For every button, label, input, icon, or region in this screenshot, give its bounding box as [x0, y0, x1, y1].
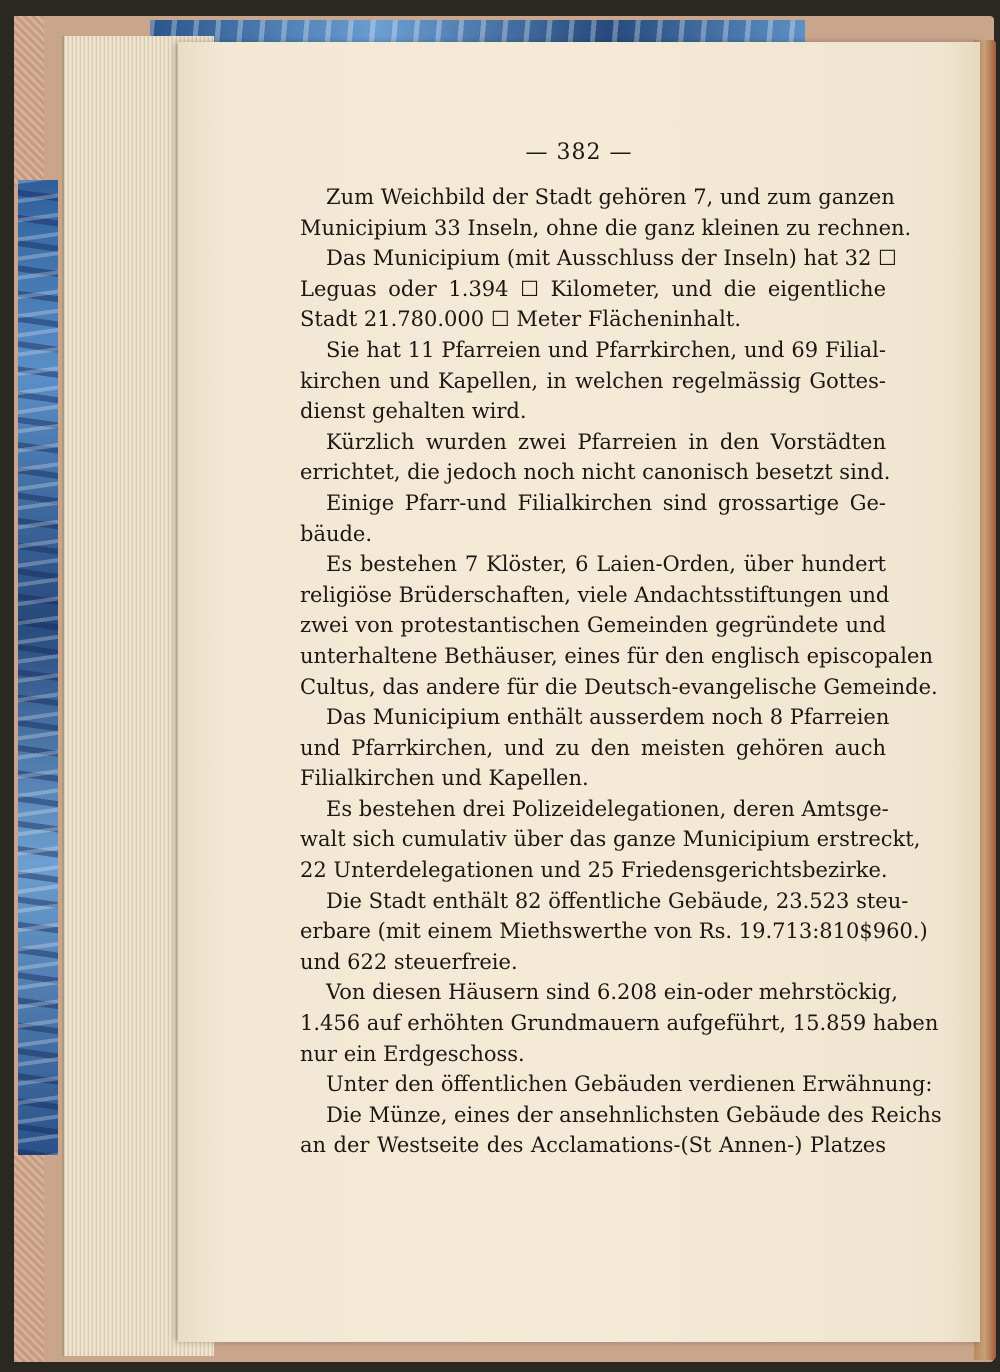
text-line: Cultus, das andere für die Deutsch-evangelische Gemeinde. — [300, 674, 938, 699]
text-line: Die Stadt enthält 82 öffentliche Gebäude, 23.523 steu- — [326, 888, 909, 913]
text-line: Leguas oder 1.394 ☐ Kilometer, und die eigentliche — [300, 276, 886, 301]
text-line: erbare (mit einem Miethswerthe von Rs. 19.713:810$960.) — [300, 919, 928, 944]
text-line: walt sich cumulativ über das ganze Municipium erstreckt, — [300, 827, 921, 852]
text-line: und Pfarrkirchen, und zu den meisten gehören auch — [300, 735, 886, 760]
text-line: zwei von protestantischen Gemeinden gegründete und — [300, 613, 886, 638]
text-line: kirchen und Kapellen, in welchen regelmässig Gottes- — [300, 368, 886, 393]
text-line: 1.456 auf erhöhten Grundmauern aufgeführt, 15.859 haben — [300, 1011, 939, 1036]
text-line: errichtet, die jedoch noch nicht canonisch besetzt sind. — [300, 460, 891, 485]
body-text — [300, 182, 942, 1161]
text-line: Unter den öffentlichen Gebäuden verdienen Erwähnung: — [326, 1072, 933, 1097]
text-line: Es bestehen drei Polizeidelegationen, deren Amtsge- — [326, 796, 889, 821]
cover-corner-bottom — [14, 1150, 44, 1362]
text-line: und 622 steuerfreie. — [300, 949, 518, 974]
text-line: Zum Weichbild der Stadt gehören 7, und zum ganzen — [326, 185, 895, 209]
text-line: 22 Unterdelegationen und 25 Friedensgerichtsbezirke. — [300, 858, 888, 883]
text-line: Von diesen Häusern sind 6.208 ein-oder mehrstöckig, — [326, 980, 898, 1005]
text-line: unterhaltene Bethäuser, eines für den englisch episcopalen — [300, 643, 933, 668]
text-line: Municipium 33 Inseln, ohne die ganz kleinen zu rechnen. — [300, 215, 912, 240]
text-line: dienst gehalten wird. — [300, 399, 527, 424]
text-line: Sie hat 11 Pfarreien und Pfarrkirchen, und 69 Filial- — [326, 337, 886, 362]
text-line: Das Municipium (mit Ausschluss der Inseln) hat 32 ☐ — [326, 246, 897, 271]
text-line: religiöse Brüderschaften, viele Andachtsstiftungen und — [300, 582, 890, 607]
text-line: Stadt 21.780.000 ☐ Meter Flächeninhalt. — [300, 307, 741, 332]
text-line: an der Westseite des Acclamations-(St Annen-) Platzes — [300, 1133, 886, 1158]
text-line: Die Münze, eines der ansehnlichsten Gebäude des Reichs — [326, 1102, 942, 1127]
page-number: — 382 — — [525, 140, 633, 165]
book-page — [178, 42, 980, 1342]
text-line: Es bestehen 7 Klöster, 6 Laien-Orden, über hundert — [326, 552, 886, 577]
text-line: Einige Pfarr-und Filialkirchen sind grossartige Ge- — [326, 490, 886, 515]
cover-corner-top — [14, 16, 44, 186]
text-line: Das Municipium enthält ausserdem noch 8 Pfarreien — [326, 705, 890, 730]
text-line: bäude. — [300, 521, 373, 546]
marbled-edge-left — [18, 180, 58, 1155]
text-line: nur ein Erdgeschoss. — [300, 1041, 525, 1066]
text-line: Filialkirchen und Kapellen. — [300, 766, 589, 791]
text-line: Kürzlich wurden zwei Pfarreien in den Vorstädten — [326, 429, 886, 454]
